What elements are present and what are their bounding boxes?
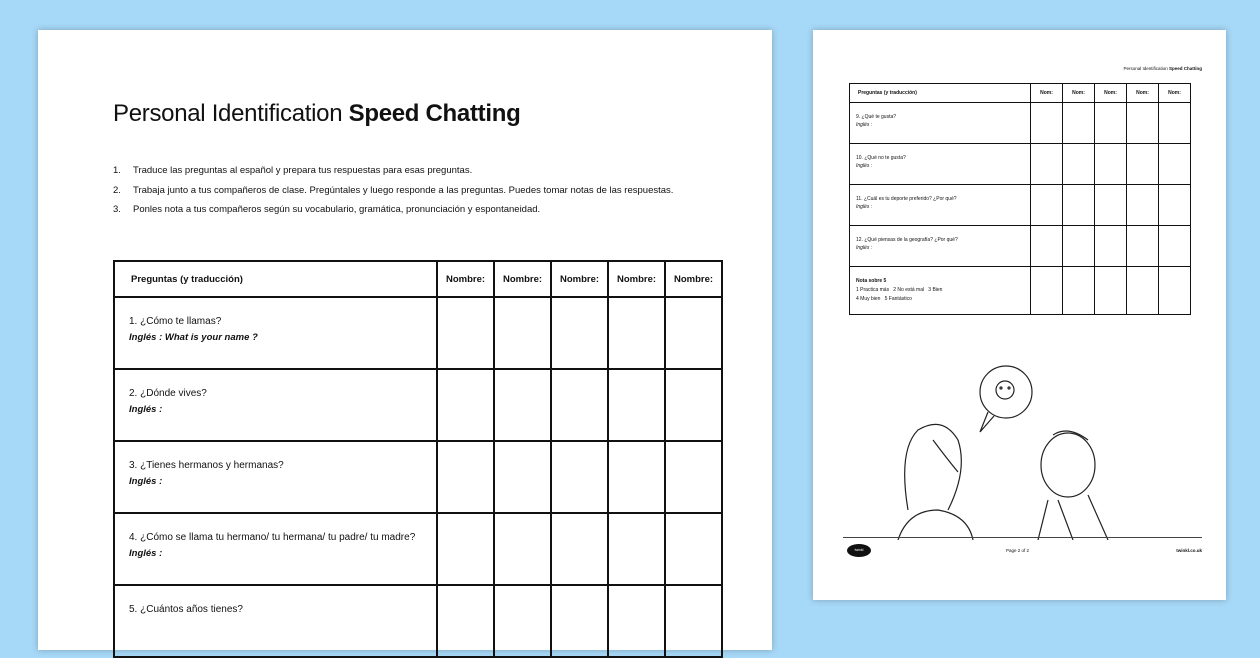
answer-cell [1127,144,1159,185]
answer-cell [1063,185,1095,226]
question-cell [114,585,437,657]
answer-cell [437,513,494,585]
page-title [113,100,520,128]
header-bold: Speed Chatting [1168,66,1202,71]
column-header-name: Nom: [1095,84,1127,103]
answer-cell [1095,185,1127,226]
conversation-illustration [888,360,1118,540]
answer-cell [1063,226,1095,267]
table-row [114,585,722,657]
answer-cell [1159,226,1191,267]
table-row [114,369,722,441]
score-row [850,267,1191,315]
answer-cell [1063,144,1095,185]
question-text: 9. ¿Qué te gusta? [856,114,897,120]
question-cell [850,185,1031,226]
table-row [850,103,1191,144]
answer-cell [608,441,665,513]
column-header-name: Nom: [1063,84,1095,103]
cell [1095,267,1127,315]
answer-cell [1095,226,1127,267]
answer-cell [494,513,551,585]
answer-cell [1031,144,1063,185]
cell [1159,267,1191,315]
score-item: 5 Fantástico [884,296,912,302]
instruction-text: Traduce las preguntas al español y prepara tus respuestas para esas preguntas. [133,165,473,176]
table-row [850,226,1191,267]
answer-cell [1031,226,1063,267]
answer-cell [494,585,551,657]
column-header-name: Nom: [1031,84,1063,103]
questions-table [113,260,723,658]
answer-cell [494,297,551,369]
answer-cell [1063,103,1095,144]
answer-cell [1159,144,1191,185]
table-row [114,441,722,513]
answer-cell [1031,103,1063,144]
question-cell [850,103,1031,144]
score-item: 4 Muy bien [856,296,881,302]
answer-cell [1095,144,1127,185]
answer-cell [551,297,608,369]
table-header [850,84,1191,103]
question-text: 2. ¿Dónde vives? [129,388,207,399]
answer-cell [1159,103,1191,144]
header-regular: Personal Identification [1123,66,1169,71]
column-header-name: Nombre: [608,261,665,297]
english-translation: Inglés : [856,204,873,210]
question-cell [850,226,1031,267]
answer-cell [608,513,665,585]
answer-cell [437,441,494,513]
column-header-questions: Preguntas (y traducción) [114,261,437,297]
english-translation: Inglés : [129,476,163,487]
twinkl-logo: twinkl [847,544,871,557]
question-text: 12. ¿Qué piensas de la geografía? ¿Por qué? [856,237,958,243]
cell [1063,267,1095,315]
cell [1127,267,1159,315]
column-header-name: Nombre: [551,261,608,297]
instruction [113,185,673,196]
answer-cell [1127,185,1159,226]
score-item: 2 No está mal [893,287,925,293]
answer-cell [551,513,608,585]
table-header [114,261,722,297]
question-text: 3. ¿Tienes hermanos y hermanas? [129,460,284,471]
page-header [1123,66,1202,71]
column-header-name: Nombre: [494,261,551,297]
question-cell [114,369,437,441]
answer-cell [437,585,494,657]
instructions-list [113,165,673,224]
answer-cell [665,585,722,657]
column-header-name: Nom: [1127,84,1159,103]
answer-cell [665,513,722,585]
answer-cell [437,369,494,441]
column-header-name: Nombre: [665,261,722,297]
answer-cell [494,369,551,441]
table-row [114,513,722,585]
question-text: 1. ¿Cómo te llamas? [129,316,222,327]
english-translation: Inglés : [856,122,873,128]
instruction-number: 1. [113,165,121,176]
column-header-name: Nombre: [437,261,494,297]
score-item: 1 Practica más [856,287,890,293]
answer-cell [551,369,608,441]
instruction-text: Trabaja junto a tus compañeros de clase. Pregúntales y luego responde a las preguntas. Puedes tomar notas de las respuestas. [133,184,674,196]
site-url: twinkl.co.uk [1176,548,1202,553]
answer-cell [665,369,722,441]
column-header-name: Nom: [1159,84,1191,103]
page-number: Page 2 of 2 [1006,548,1030,553]
worksheet-page-1 [38,30,772,650]
question-cell [114,297,437,369]
question-cell [850,144,1031,185]
answer-cell [608,585,665,657]
answer-cell [551,585,608,657]
instruction-text: Ponles nota a tus compañeros según su vocabulario, gramática, pronunciación y espontaneidad. [133,204,541,215]
question-cell [114,441,437,513]
instruction-number: 3. [113,204,121,215]
table-row [850,185,1191,226]
instruction-number: 2. [113,184,121,196]
answer-cell [551,441,608,513]
answer-cell [1031,185,1063,226]
score-item: 3 Bien [928,287,943,293]
question-text: 10. ¿Qué no te gusta? [856,155,906,161]
answer-cell [1127,103,1159,144]
answer-cell [1127,226,1159,267]
table-row [850,144,1191,185]
worksheet-page-2 [813,30,1226,600]
cell [1031,267,1063,315]
question-text: 11. ¿Cuál es tu deporte preferido? ¿Por qué? [856,196,957,202]
english-translation: Inglés : [856,245,873,251]
score-legend [850,267,1031,315]
score-title: Nota sobre 5 [856,278,887,284]
answer-cell [437,297,494,369]
instruction [113,165,673,176]
questions-table [849,83,1191,315]
english-translation: Inglés : What is your name ? [129,332,258,343]
answer-cell [665,297,722,369]
answer-cell [1159,185,1191,226]
answer-cell [608,297,665,369]
column-header-questions: Preguntas (y traducción) [850,84,1031,103]
question-text: 5. ¿Cuántos años tienes? [129,604,243,615]
answer-cell [608,369,665,441]
english-translation: Inglés : [129,404,163,415]
title-regular: Personal Identification [113,100,349,127]
answer-cell [494,441,551,513]
answer-cell [1095,103,1127,144]
footer-divider [843,537,1202,538]
answer-cell [665,441,722,513]
instruction [113,204,673,215]
table-row [114,297,722,369]
question-text: 4. ¿Cómo se llama tu hermano/ tu hermana/ tu padre/ tu madre? [129,532,416,543]
title-bold: Speed Chatting [348,100,521,127]
english-translation: Inglés : [129,548,163,559]
english-translation: Inglés : [856,163,873,169]
question-cell [114,513,437,585]
